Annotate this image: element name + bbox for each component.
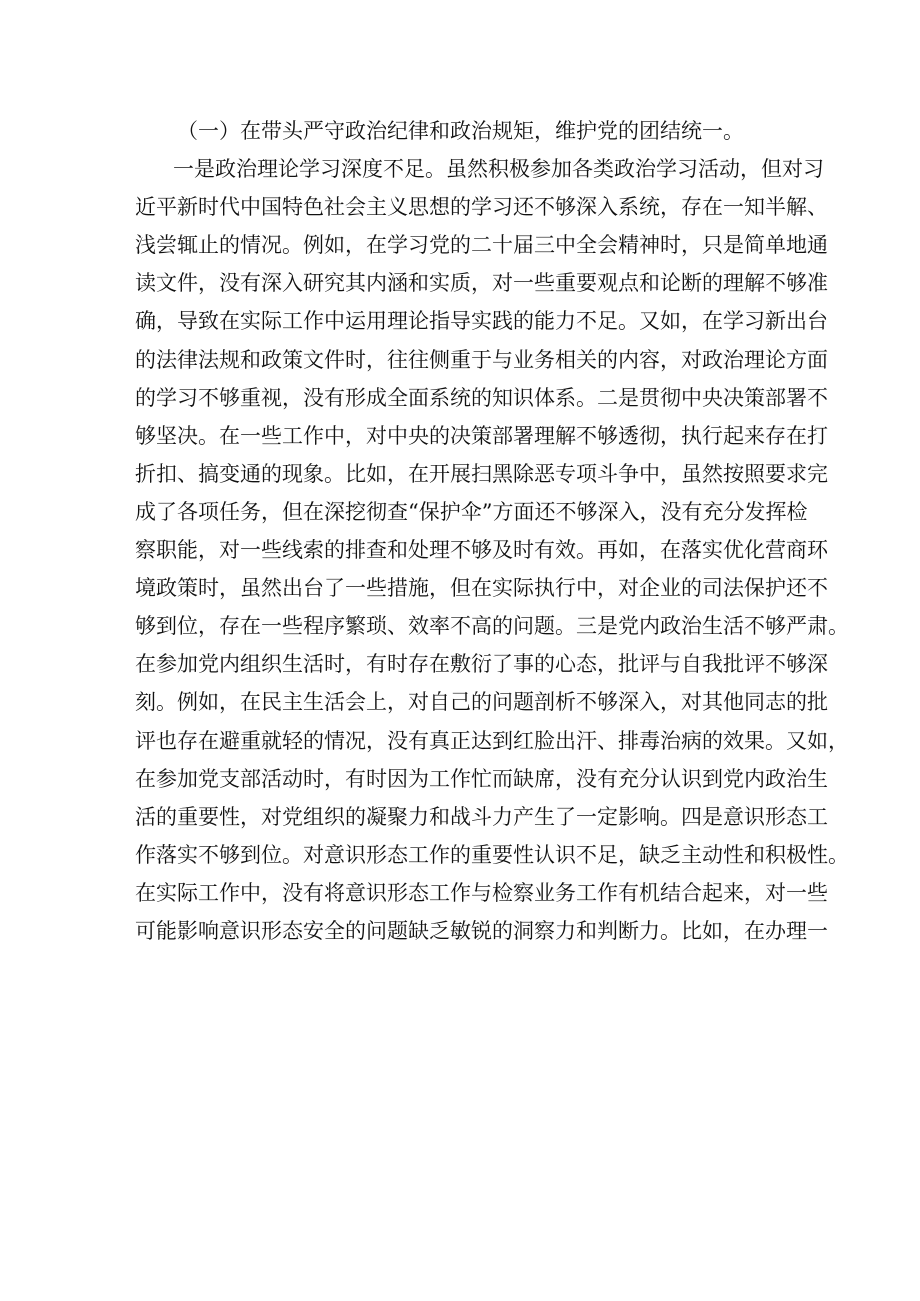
- paragraph-line: 折扣、搞变通的现象。比如，在开展扫黑除恶专项斗争中，虽然按照要求完: [135, 461, 828, 486]
- paragraph-line: 作落实不够到位。对意识形态工作的重要性认识不足，缺乏主动性和积极性。: [135, 842, 849, 867]
- paragraph-line: 在参加党支部活动时，有时因为工作忙而缺席，没有充分认识到党内政治生: [135, 766, 828, 791]
- paragraph-line: 够坚决。在一些工作中，对中央的决策部署理解不够透彻，执行起来存在打: [135, 423, 828, 448]
- paragraph-line: 确，导致在实际工作中运用理论指导实践的能力不足。又如，在学习新出台: [135, 309, 828, 334]
- paragraph-line: 可能影响意识形态安全的问题缺乏敏锐的洞察力和判断力。比如，在办理一: [135, 918, 828, 943]
- paragraph-line: 成了各项任务，但在深挖彻查“保护伞”方面还不够深入，没有充分发挥检: [135, 499, 808, 524]
- paragraph-line: 在实际工作中，没有将意识形态工作与检察业务工作有机结合起来，对一些: [135, 880, 828, 905]
- paragraph-line: 一是政治理论学习深度不足。虽然积极参加各类政治学习活动，但对习: [173, 157, 824, 182]
- section-heading: （一）在带头严守政治纪律和政治规矩，维护党的团结统一。: [177, 119, 744, 143]
- paragraph-line: 评也存在避重就轻的情况，没有真正达到红脸出汗、排毒治病的效果。又如，: [135, 728, 849, 753]
- paragraph-line: 够到位，存在一些程序繁琐、效率不高的问题。三是党内政治生活不够严肃。: [135, 614, 849, 639]
- paragraph-line: 读文件，没有深入研究其内涵和实质，对一些重要观点和论断的理解不够准: [135, 271, 828, 296]
- paragraph-line: 的学习不够重视，没有形成全面系统的知识体系。二是贯彻中央决策部署不: [135, 385, 828, 410]
- paragraph-line: 活的重要性，对党组织的凝聚力和战斗力产生了一定影响。四是意识形态工: [135, 804, 828, 829]
- paragraph-line: 境政策时，虽然出台了一些措施，但在实际执行中，对企业的司法保护还不: [135, 576, 828, 601]
- body-paragraph: [135, 150, 849, 950]
- paragraph-line: 刻。例如，在民主生活会上，对自己的问题剖析不够深入，对其他同志的批: [135, 690, 828, 715]
- paragraph-line: 察职能，对一些线索的排查和处理不够及时有效。再如，在落实优化营商环: [135, 538, 828, 563]
- paragraph-line: 浅尝辄止的情况。例如，在学习党的二十届三中全会精神时，只是简单地通: [135, 233, 828, 258]
- paragraph-line: 在参加党内组织生活时，有时存在敷衍了事的心态，批评与自我批评不够深: [135, 652, 828, 677]
- document-content: [135, 112, 849, 950]
- paragraph-line: 近平新时代中国特色社会主义思想的学习还不够深入系统，存在一知半解、: [135, 195, 828, 220]
- paragraph-line: 的法律法规和政策文件时，往往侧重于与业务相关的内容，对政治理论方面: [135, 347, 828, 372]
